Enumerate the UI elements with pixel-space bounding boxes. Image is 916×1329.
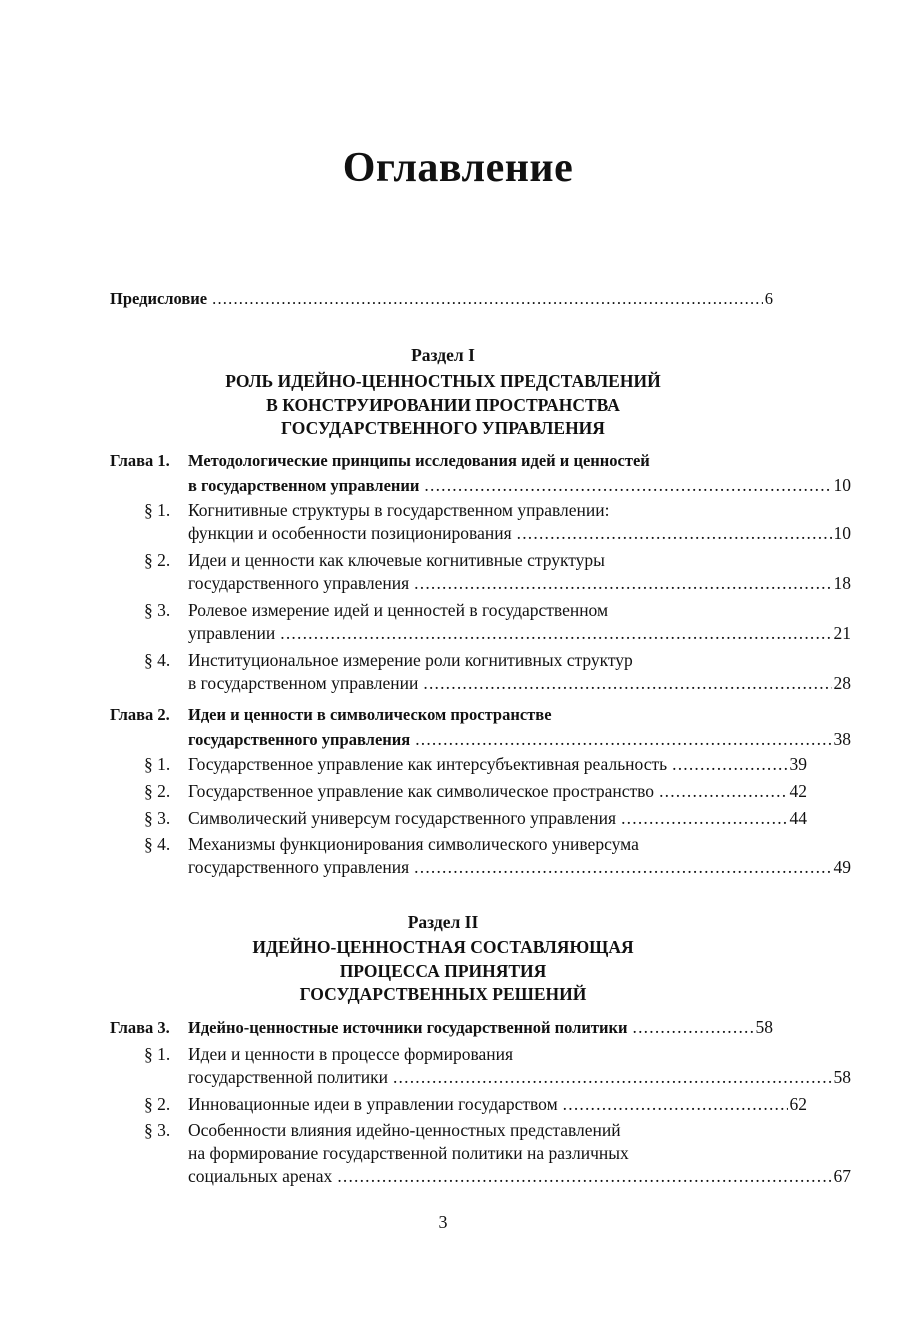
page-ref: 39	[789, 754, 807, 774]
dot-leader	[423, 671, 831, 695]
toc-section[interactable]	[110, 779, 807, 803]
part-title-line: В КОНСТРУИРОВАНИИ ПРОСТРАНСТВА	[266, 395, 620, 415]
section-title: Когнитивные структуры в государственном управлении:	[188, 500, 610, 520]
section-label: § 2.	[144, 550, 171, 570]
part-label: Раздел I	[411, 345, 475, 365]
chapter-label: Глава 1.	[110, 451, 170, 470]
section-title: Институциональное измерение роли когнитивных структур	[188, 650, 633, 670]
section-title: на формирование государственной политики на различных	[188, 1143, 629, 1163]
chapter-title: государственного управления	[188, 730, 411, 749]
dot-leader	[517, 521, 832, 545]
page-ref: 58	[755, 1017, 773, 1037]
toc-section[interactable]	[110, 1118, 807, 1142]
toc-chapter-1-cont[interactable]	[110, 473, 851, 497]
page-ref: 67	[833, 1166, 851, 1186]
toc-chapter-2-cont[interactable]	[110, 727, 851, 751]
chapter-title: в государственном управлении	[188, 476, 420, 495]
toc-section[interactable]	[110, 548, 807, 572]
dot-leader	[563, 1092, 788, 1116]
toc-section[interactable]	[110, 806, 807, 830]
dot-leader	[659, 779, 787, 803]
toc-section-cont[interactable]	[110, 1141, 851, 1165]
page-ref: 10	[833, 475, 851, 495]
dot-leader	[424, 473, 831, 497]
part-title-line: ИДЕЙНО-ЦЕННОСТНАЯ СОСТАВЛЯЮЩАЯ	[252, 937, 634, 957]
page-ref: 44	[789, 808, 807, 828]
page-ref: 38	[833, 729, 851, 749]
toc-section-cont[interactable]	[110, 855, 851, 879]
page-ref: 6	[764, 289, 773, 308]
toc-section-cont[interactable]	[110, 571, 851, 595]
page-title: Оглавление	[342, 145, 574, 191]
page-ref: 28	[833, 673, 851, 693]
section-label: § 2.	[144, 1094, 171, 1114]
page-ref: 18	[833, 573, 851, 593]
section-title: государственного управления	[188, 857, 410, 877]
part-title-line: ГОСУДАРСТВЕННОГО УПРАВЛЕНИЯ	[281, 418, 605, 438]
toc-section[interactable]	[110, 1042, 807, 1066]
dot-leader	[414, 855, 831, 879]
section-title: Ролевое измерение идей и ценностей в государственном	[188, 600, 609, 620]
toc-section-cont[interactable]	[110, 671, 851, 695]
dot-leader	[633, 1015, 754, 1039]
section-label: § 4.	[144, 650, 171, 670]
dot-leader	[393, 1065, 832, 1089]
page-number: 3	[438, 1212, 448, 1232]
toc-section-cont[interactable]	[110, 1065, 851, 1089]
section-label: § 3.	[144, 600, 171, 620]
section-title: Особенности влияния идейно-ценностных представлений	[188, 1120, 621, 1140]
section-label: § 2.	[144, 781, 171, 801]
chapter-title: Методологические принципы исследования идей и ценностей	[188, 451, 650, 470]
page-ref: 58	[833, 1067, 851, 1087]
dot-leader	[337, 1164, 831, 1188]
dot-leader	[415, 727, 831, 751]
section-title: Государственное управление как символическое пространство	[188, 781, 655, 801]
page-ref: 62	[789, 1094, 807, 1114]
dot-leader	[414, 571, 831, 595]
section-title: государственной политики	[188, 1067, 388, 1087]
toc-section-cont[interactable]	[110, 521, 851, 545]
toc-section-cont[interactable]	[110, 1164, 851, 1188]
toc-entry-preface[interactable]	[110, 287, 773, 311]
part-title-line: ПРОЦЕССА ПРИНЯТИЯ	[339, 961, 547, 981]
page-ref: 21	[833, 623, 851, 643]
part-title-line: РОЛЬ ИДЕЙНО-ЦЕННОСТНЫХ ПРЕДСТАВЛЕНИЙ	[225, 371, 661, 391]
dot-leader	[280, 621, 831, 645]
toc-section[interactable]	[110, 498, 807, 522]
section-title: Символический универсум государственного управления	[188, 808, 617, 828]
section-label: § 3.	[144, 808, 171, 828]
toc-section[interactable]	[110, 598, 807, 622]
toc-section[interactable]	[110, 832, 807, 856]
toc-section[interactable]	[110, 752, 807, 776]
page-ref: 42	[789, 781, 807, 801]
part-title-line: ГОСУДАРСТВЕННЫХ РЕШЕНИЙ	[299, 984, 587, 1004]
part-label: Раздел II	[407, 912, 479, 932]
section-label: § 1.	[144, 500, 171, 520]
section-title: социальных аренах	[188, 1166, 333, 1186]
toc-chapter-1[interactable]	[110, 449, 773, 473]
chapter-label: Глава 2.	[110, 705, 170, 724]
dot-leader	[621, 806, 787, 830]
section-title: Идеи и ценности в процессе формирования	[188, 1044, 514, 1064]
toc-section[interactable]	[110, 648, 807, 672]
toc-section[interactable]	[110, 1092, 807, 1116]
section-title: в государственном управлении	[188, 673, 419, 693]
section-title: Инновационные идеи в управлении государством	[188, 1094, 558, 1114]
section-label: § 1.	[144, 754, 171, 774]
section-title: управлении	[188, 623, 276, 643]
toc-chapter-2[interactable]	[110, 703, 773, 727]
chapter-title: Идеи и ценности в символическом пространстве	[188, 705, 552, 724]
section-title: Идеи и ценности как ключевые когнитивные структуры	[188, 550, 605, 570]
dot-leader	[672, 752, 787, 776]
section-title: Механизмы функционирования символического универсума	[188, 834, 639, 854]
page-ref: 49	[833, 857, 851, 877]
section-label: § 4.	[144, 834, 171, 854]
toc-section-cont[interactable]	[110, 621, 851, 645]
section-title: Государственное управление как интерсубъективная реальность	[188, 754, 668, 774]
section-title: функции и особенности позиционирования	[188, 523, 512, 543]
section-title: государственного управления	[188, 573, 410, 593]
page-ref: 10	[833, 523, 851, 543]
section-label: § 1.	[144, 1044, 171, 1064]
chapter-label: Глава 3.	[110, 1018, 170, 1037]
dot-leader	[212, 287, 763, 311]
toc-chapter-3[interactable]	[110, 1015, 773, 1039]
entry-title: Предисловие	[110, 289, 208, 308]
section-label: § 3.	[144, 1120, 171, 1140]
chapter-title: Идейно-ценностные источники государственной политики	[188, 1018, 628, 1037]
